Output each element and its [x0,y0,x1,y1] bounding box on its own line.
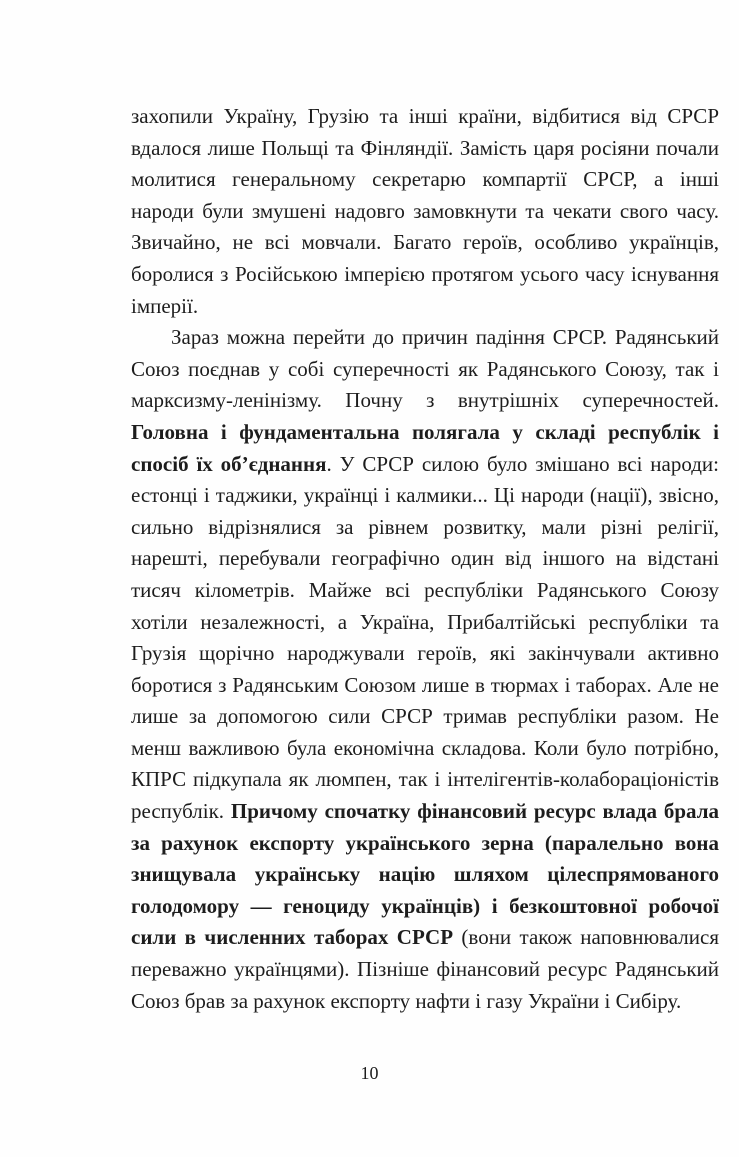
text-segment: . У СРСР силою було змішано всі народи: естонці і таджики, українці і калмики... Ці народи (нації), звісно, сильно відрізнялися за рівнем розвитку, мали різні релігії, нарешті, перебували географічно один від іншого на відстані тисяч кілометрів. Майже всі республіки Радянського Союзу хотіли незалежності, а Україна, Прибалтійські республіки та Грузія щорічно народжували героїв, які закінчували активно боротися з Радянським Союзом лише в тюрмах і таборах. Але не лише за допомогою сили СРСР тримав республіки разом. Не менш важливою була економічна складова. Коли було потрібно, КПРС підкупала як люмпен, так і інтелігентів-колабораціоністів республік. [131,451,719,824]
body-text [131,101,719,1017]
text-segment: захопили Україну, Грузію та інші країни, відбитися від СРСР вдалося лише Польщі та Фінляндії. Замість царя росіяни почали молитися генеральному секретарю компартії СРСР, а інші народи були змушені надовго замовкнути та чекати свого часу. Звичайно, не всі мовчали. Багато героїв, особливо українців, боролися з Російською імперією протягом усього часу існування імперії. [131,104,719,318]
text-segment: (вони також наповнювалися переважно українцями). Пізніше фінансовий ресурс Радянський Союз брав за рахунок експорту нафти і газу України і Сибіру. [131,925,720,1013]
bold-text-segment: Причому спочатку фінансовий ресурс влада брала за рахунок експорту українського зерна (паралельно вона знищувала українську націю шляхом цілеспрямованого голодомору — геноциду українців) і безкоштовної робочої сили в численних таборах СРСР [131,799,719,950]
bold-text-segment: Головна і фундаментальна полягала у складі республік і спосіб їх об’єднання [131,419,719,476]
page-number: 10 [360,1063,379,1083]
paragraph-1 [131,101,719,322]
paragraph-2 [131,322,719,1017]
text-segment: Зараз можна перейти до причин падіння СРСР. Радянський Союз поєднав у собі суперечності як Радянського Союзу, так і марксизму-ленінізму. Почну з внутрішніх суперечностей. [131,325,719,413]
